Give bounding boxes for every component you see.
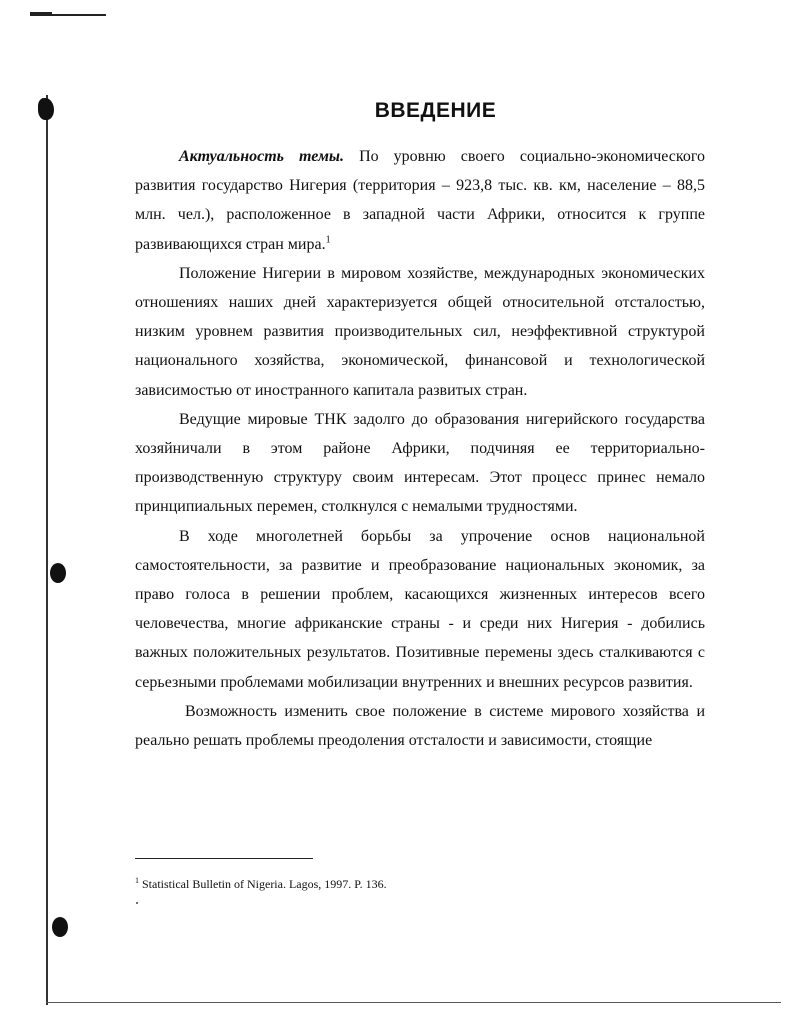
- footnote-text: Statistical Bulletin of Nigeria. Lagos, 1997. P. 136.: [142, 877, 387, 891]
- paragraph: [135, 142, 705, 259]
- punch-hole-mark: [50, 563, 66, 583]
- paragraph: Ведущие мировые ТНК задолго до образования нигерийского государства хозяйничали в этом районе Африки, подчиняя ее территориально-производственную структуру своим интересам. Этот процесс принес немало принципиальных перемен, столкнулся с немалыми трудностями.: [135, 410, 705, 516]
- page-edge-left: [46, 95, 48, 1005]
- paragraph-lead: Актуальность темы.: [179, 148, 345, 165]
- page-title: ВВЕДЕНИЕ: [374, 99, 497, 122]
- paragraph-text: По уровню своего социально-экономического развития государство Нигерия (территория – 923,8 тыс. кв. км, население – 88,5 млн. чел.), расположенное в западной части Африки, относится к группе развивающихся стран мира.: [135, 148, 706, 253]
- paragraph: [135, 697, 705, 755]
- page-edge-bottom: [46, 1002, 781, 1003]
- paragraph-line: и реально решать проблемы преодоления отсталости и зависимости, стоящие: [135, 702, 706, 750]
- scan-mark: [30, 14, 106, 16]
- footnote-ref: 1: [325, 234, 331, 246]
- punch-hole-mark: [52, 917, 68, 937]
- footnote: [135, 876, 695, 892]
- footnote-separator: [135, 858, 313, 859]
- body-text: [135, 142, 705, 755]
- scan-speck: [136, 902, 138, 904]
- paragraph-line: Возможность изменить свое положение в системе мирового хозяйства: [185, 702, 689, 720]
- paragraph: В ходе многолетней борьбы за упрочение основ национальной самостоятельности, за развитие и преобразование национальных экономик, за право голоса в решении проблем, касающихся жизненных интересов всего человечества, многие африканские страны - и среди них Нигерия - добились важных положительных результатов. Позитивные перемены здесь сталкиваются с серьезными проблемами мобилизации внутренних и внешних ресурсов развития.: [135, 527, 705, 691]
- paragraph: Положение Нигерии в мировом хозяйстве, международных экономических отношениях наших дней характеризуется общей относительной отсталостью, низким уровнем развития производительных сил, неэффективной структурой национального хозяйства, экономической, финансовой и технологической зависимостью от иностранного капитала развитых стран.: [135, 264, 705, 399]
- footnote-number: 1: [135, 876, 139, 885]
